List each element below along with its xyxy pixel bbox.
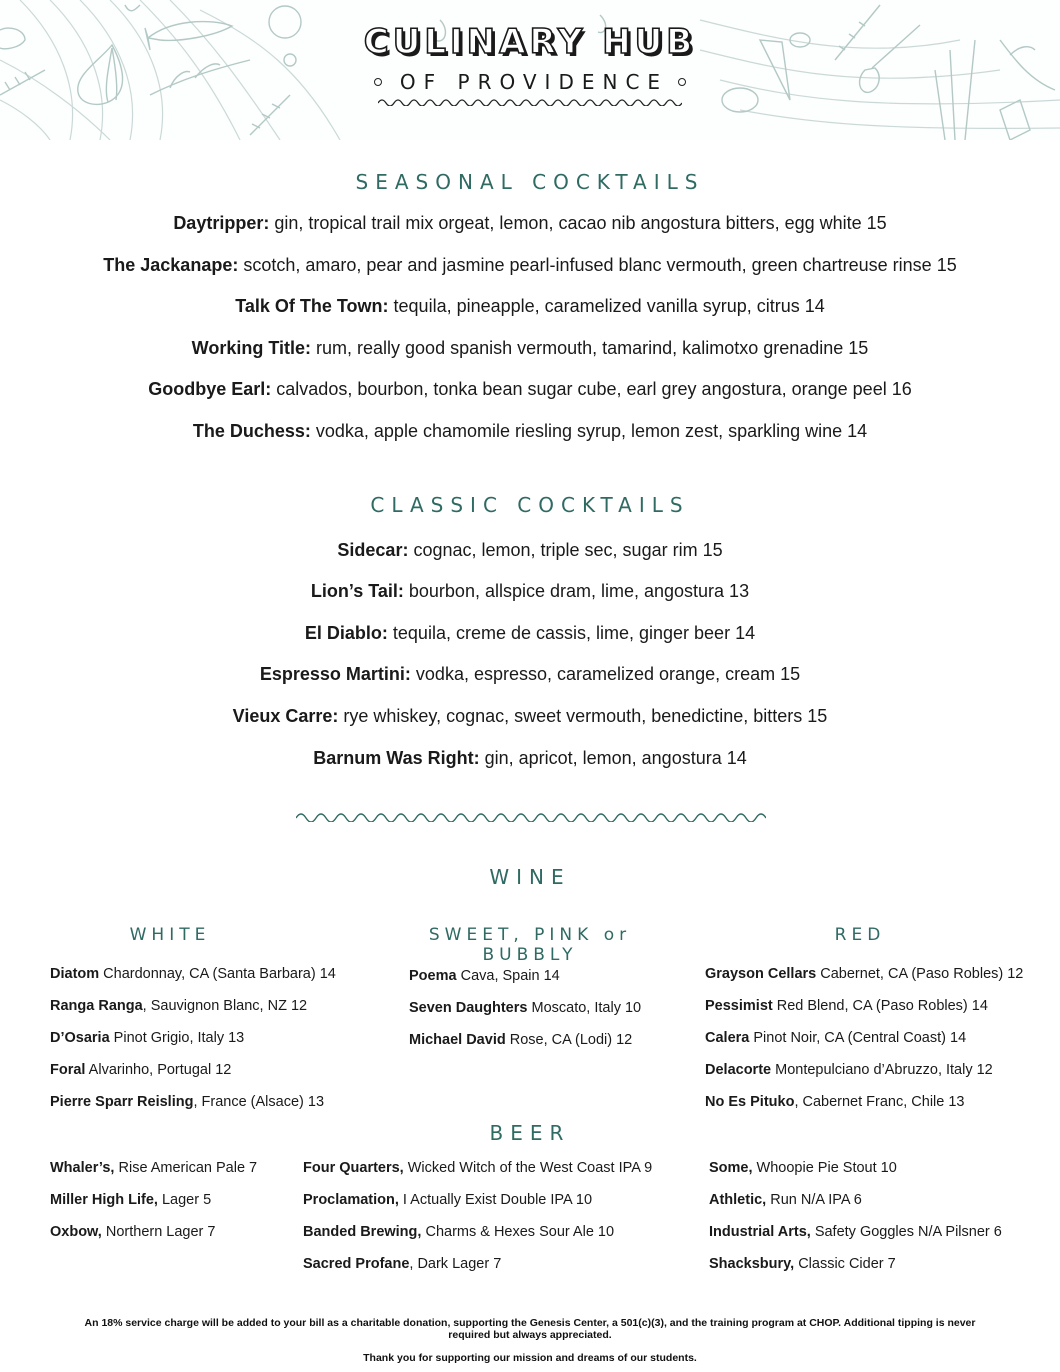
item-name: Lion’s Tail: [310,581,404,601]
menu-item [0,705,1060,727]
item-name: Pierre Sparr Reisling [50,1094,194,1110]
item-name: Ranga Ranga [50,998,143,1014]
item-name: Poema [409,968,457,984]
item-desc: Cava, Spain 14 [456,968,560,984]
menu-item [0,212,1060,234]
item-desc: Run N/A IPA 6 [766,1192,862,1208]
item-desc: Classic Cider 7 [794,1256,896,1272]
item-desc: vodka, espresso, caramelized orange, cream 15 [410,664,801,684]
item-desc: Safety Goggles N/A Pilsner 6 [810,1224,1002,1240]
item-desc: rye whiskey, cognac, sweet vermouth, benedictine, bitters 15 [338,706,828,726]
seasonal-cocktails-heading: SEASONAL COCKTAILS [355,170,705,194]
item-desc: Rise American Pale 7 [114,1160,258,1176]
item-name: Espresso Martini: [259,664,411,684]
item-desc: Whoopie Pie Stout 10 [752,1160,897,1176]
wine-item [50,1093,324,1111]
item-name: D’Osaria [50,1030,110,1046]
wine-item [409,967,560,985]
menu-item [0,580,1060,602]
menu-item [0,747,1060,769]
sweet-pink-bubbly-heading: SWEET, PINK or BUBBLY [428,925,632,965]
beer-item [709,1223,1002,1241]
item-desc: vodka, apple chamomile riesling syrup, lemon zest, sparkling wine 14 [310,421,868,441]
wine-item [705,997,988,1015]
item-name: Some, [709,1160,753,1176]
thank-you-note: Thank you for supporting our mission and dreams of our students. [363,1352,697,1364]
beer-item [50,1191,211,1209]
item-desc: Wicked Witch of the West Coast IPA 9 [403,1160,653,1176]
item-name: Goodbye Earl: [148,379,272,399]
item-desc: , France (Alsace) 13 [193,1094,325,1110]
item-desc: bourbon, allspice dram, lime, angostura 13 [403,581,750,601]
wine-item [50,965,336,983]
item-name: Delacorte [705,1062,772,1078]
item-name: Sacred Profane [303,1256,410,1272]
restaurant-logo [0,22,1060,106]
beer-item [709,1159,897,1177]
item-name: Diatom [50,966,100,982]
item-name: No Es Pituko [705,1094,795,1110]
item-name: Calera [705,1030,750,1046]
beer-item [50,1223,215,1241]
item-desc: Lager 5 [157,1192,212,1208]
item-name: Proclamation, [303,1192,399,1208]
item-desc: , Cabernet Franc, Chile 13 [794,1094,965,1110]
item-name: Barnum Was Right: [313,748,480,768]
item-desc: rum, really good spanish vermouth, tamarind, kalimotxo grenadine 15 [311,338,869,358]
menu-item [0,420,1060,442]
item-desc: calvados, bourbon, tonka bean sugar cube, earl grey angostura, orange peel 16 [271,379,912,399]
item-name: Shacksbury, [709,1256,795,1272]
circle-ornament-icon [374,78,382,86]
beer-item [709,1255,896,1273]
item-name: Industrial Arts, [709,1224,811,1240]
wine-item [705,1061,993,1079]
menu-item [0,622,1060,644]
item-desc: Northern Lager 7 [101,1224,216,1240]
item-desc: gin, apricot, lemon, angostura 14 [479,748,747,768]
item-name: Banded Brewing, [303,1224,422,1240]
service-charge-notice: An 18% service charge will be added to your bill as a charitable donation, supporting the Genesis Center, a 501(c)(3), and the training program at CHOP. Additional tipping is never required but always appreciated. [84,1317,976,1341]
item-desc: Red Blend, CA (Paso Robles) 14 [772,998,988,1014]
menu-item [0,663,1060,685]
item-name: The Duchess: [192,421,311,441]
menu-item [0,539,1060,561]
wine-item [705,965,1023,983]
item-desc: Charms & Hexes Sour Ale 10 [421,1224,615,1240]
menu-item [0,378,1060,400]
wine-item [50,1029,244,1047]
item-name: The Jackanape: [103,255,239,275]
item-desc: , Sauvignon Blanc, NZ 12 [142,998,308,1014]
item-desc: Moscato, Italy 10 [527,1000,642,1016]
wine-item [50,997,307,1015]
item-name: Vieux Carre: [232,706,339,726]
circle-ornament-icon [678,78,686,86]
item-desc: gin, tropical trail mix orgeat, lemon, cacao nib angostura bitters, egg white 15 [269,213,887,233]
item-name: Sidecar: [337,540,409,560]
item-desc: tequila, pineapple, caramelized vanilla syrup, citrus 14 [388,296,825,316]
item-name: Seven Daughters [409,1000,528,1016]
wine-item [409,999,641,1017]
item-name: Daytripper: [173,213,270,233]
red-wine-heading: RED [834,925,886,945]
item-name: Grayson Cellars [705,966,817,982]
logo-title: CULINARY HUB [363,22,697,62]
item-desc: Cabernet, CA (Paso Robles) 12 [816,966,1024,982]
item-desc: cognac, lemon, triple sec, sugar rim 15 [408,540,723,560]
item-desc: tequila, creme de cassis, lime, ginger beer 14 [387,623,756,643]
item-name: Whaler’s, [50,1160,115,1176]
classic-cocktails-heading: CLASSIC COCKTAILS [370,493,690,517]
item-name: Athletic, [709,1192,767,1208]
wine-item [50,1061,231,1079]
beer-heading: BEER [489,1121,571,1145]
logo-subtitle-row [0,70,1060,94]
white-wine-heading: WHITE [129,925,211,945]
item-name: Pessimist [705,998,773,1014]
item-desc: I Actually Exist Double IPA 10 [398,1192,593,1208]
beer-item [303,1223,614,1241]
menu-item [0,254,1060,276]
item-name: Foral [50,1062,86,1078]
item-desc: Rose, CA (Lodi) 12 [505,1032,633,1048]
item-desc: Montepulciano d’Abruzzo, Italy 12 [771,1062,993,1078]
beer-item [303,1191,592,1209]
menu-item [0,337,1060,359]
item-name: Michael David [409,1032,506,1048]
item-desc: Chardonnay, CA (Santa Barbara) 14 [99,966,336,982]
logo-subtitle: OF PROVIDENCE [399,70,669,94]
beer-item [303,1159,652,1177]
wine-item [409,1031,632,1049]
wine-item [705,1093,965,1111]
wine-item [705,1029,966,1047]
item-desc: , Dark Lager 7 [409,1256,502,1272]
beer-item [50,1159,257,1177]
item-desc: Pinot Noir, CA (Central Coast) 14 [749,1030,967,1046]
item-name: Oxbow, [50,1224,102,1240]
item-name: Talk Of The Town: [235,296,389,316]
header-banner [0,0,1060,140]
item-desc: Alvarinho, Portugal 12 [85,1062,232,1078]
item-name: Working Title: [191,338,312,358]
item-desc: Pinot Grigio, Italy 13 [109,1030,245,1046]
wave-underline-icon [378,98,682,106]
beer-item [709,1191,862,1209]
wave-divider-icon [296,810,766,822]
item-desc: scotch, amaro, pear and jasmine pearl-infused blanc vermouth, green chartreuse rinse 15 [238,255,957,275]
menu-item [0,295,1060,317]
item-name: El Diablo: [304,623,388,643]
item-name: Miller High Life, [50,1192,158,1208]
wine-heading: WINE [489,865,571,889]
beer-item [303,1255,501,1273]
item-name: Four Quarters, [303,1160,404,1176]
